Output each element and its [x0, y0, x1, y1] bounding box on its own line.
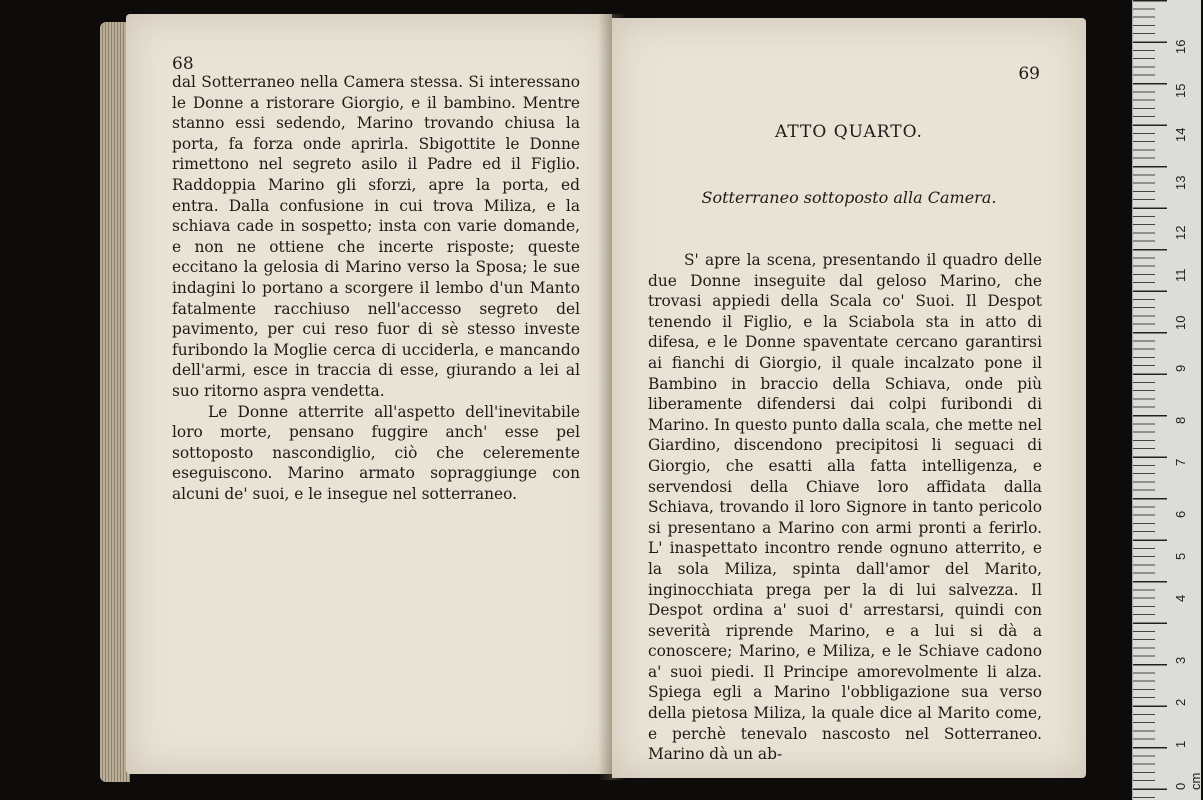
ruler-label: 2 [1173, 698, 1188, 706]
right-paragraph-1: S' apre la scena, presentando il quadro delle due Donne inseguite dal geloso Marino, che trovasi appiedi della Scala co' Suoi. Il Despot tenendo il Figlio, e la Sciabola sta in atto di difesa, e le Donne spaventate cercano garantirsi ai fianchi di Giorgio, il quale incalzato pone il Bambino in braccio della Schiava, onde più liberamente difendersi dai colpi furibondi di Marino. In questo punto dalla scala, che mette nel Giardino, discendono precipitosi li seguaci di Giorgio, che esatti alla fatta intelligenza, e servendosi della Chiave loro affidata dalla Schiava, trovando il loro Signore in tanto pericolo si presentano a Marino con armi pronti a ferirlo. L' inaspettato incontro rende ognuno atterrito, e la sola Miliza, spinta dall'amor del Marito, inginocchiata prega per la di lui salvezza. Il Despot ordina a' suoi d' arrestarsi, quindi con severità riprende Marino, e a lui si dà a conoscere; Marino, e Miliza, e le Schiave cadono a' suoi piedi. Il Principe amorevolmente li alza. Spiega egli a Marino l'obbligazione sua verso della pietosa Miliza, la quale dice al Marito come, e perchè tenevalo nascosto nel Sotterraneo. Marino dà un ab- [648, 251, 1042, 764]
right-page-text [648, 250, 1042, 765]
ruler-label: 6 [1173, 510, 1188, 518]
ruler-label: 11 [1173, 268, 1188, 282]
measurement-ruler [1132, 0, 1201, 800]
ruler-label: 5 [1173, 552, 1188, 560]
open-book [100, 14, 1090, 790]
right-page-number: 69 [1018, 64, 1040, 84]
left-page-text [172, 72, 580, 504]
ruler-label: 15 [1173, 83, 1188, 98]
left-page [126, 14, 612, 774]
ruler-label: 14 [1173, 127, 1188, 142]
ruler-label: 8 [1173, 416, 1188, 424]
ruler-label: 16 [1173, 39, 1188, 54]
scene-subheading: Sotterraneo sottoposto alla Camera. [701, 188, 997, 207]
ruler-label: 9 [1173, 364, 1188, 372]
ruler-label: 4 [1173, 594, 1188, 602]
right-page [612, 18, 1086, 778]
ruler-unit-label: 0 cm [1173, 772, 1203, 790]
left-paragraph-1: dal Sotterraneo nella Camera stessa. Si interessano le Donne a ristorare Giorgio, e il bambino. Mentre stanno essi sedendo, Marino trovando chiusa la porta, fa forza onde aprirla. Sbigottite le Donne rimettono nel segreto asilo il Padre ed il Figlio. Raddoppia Marino gli sforzi, apre la porta, ed entra. Dalla confusione in cui trova Miliza, e la schiava cade in sospetto; insta con varie domande, e non ne ottiene che incerte risposte; queste eccitano la gelosia di Marino verso la Sposa; le sue indagini lo portano a scorgere il lembo d'un Manto fatalmente racchiuso nell'accesso segreto del pavimento, per cui reso fuor di sè stesso investe furibondo la Moglie cerca di ucciderla, e mancando dell'armi, esce in traccia di esse, giurando a lei al suo ritorno aspra vendetta. [172, 73, 580, 400]
left-page-number: 68 [172, 54, 194, 74]
ruler-label: 10 [1173, 315, 1188, 330]
ruler-label: 1 [1173, 740, 1188, 748]
ruler-label: 12 [1173, 225, 1188, 240]
ruler-label: 7 [1173, 458, 1188, 466]
ruler-label: 3 [1173, 656, 1188, 664]
left-paragraph-2: Le Donne atterrite all'aspetto dell'inevitabile loro morte, pensano fuggire anch' esse pel sottoposto nascondiglio, ciò che celeremente eseguiscono. Marino armato sopraggiunge con alcuni de' suoi, e le insegue nel sotterraneo. [172, 402, 580, 503]
act-heading: ATTO QUARTO. [775, 122, 923, 142]
ruler-major-ticks [1133, 0, 1167, 800]
ruler-label: 13 [1173, 175, 1188, 190]
